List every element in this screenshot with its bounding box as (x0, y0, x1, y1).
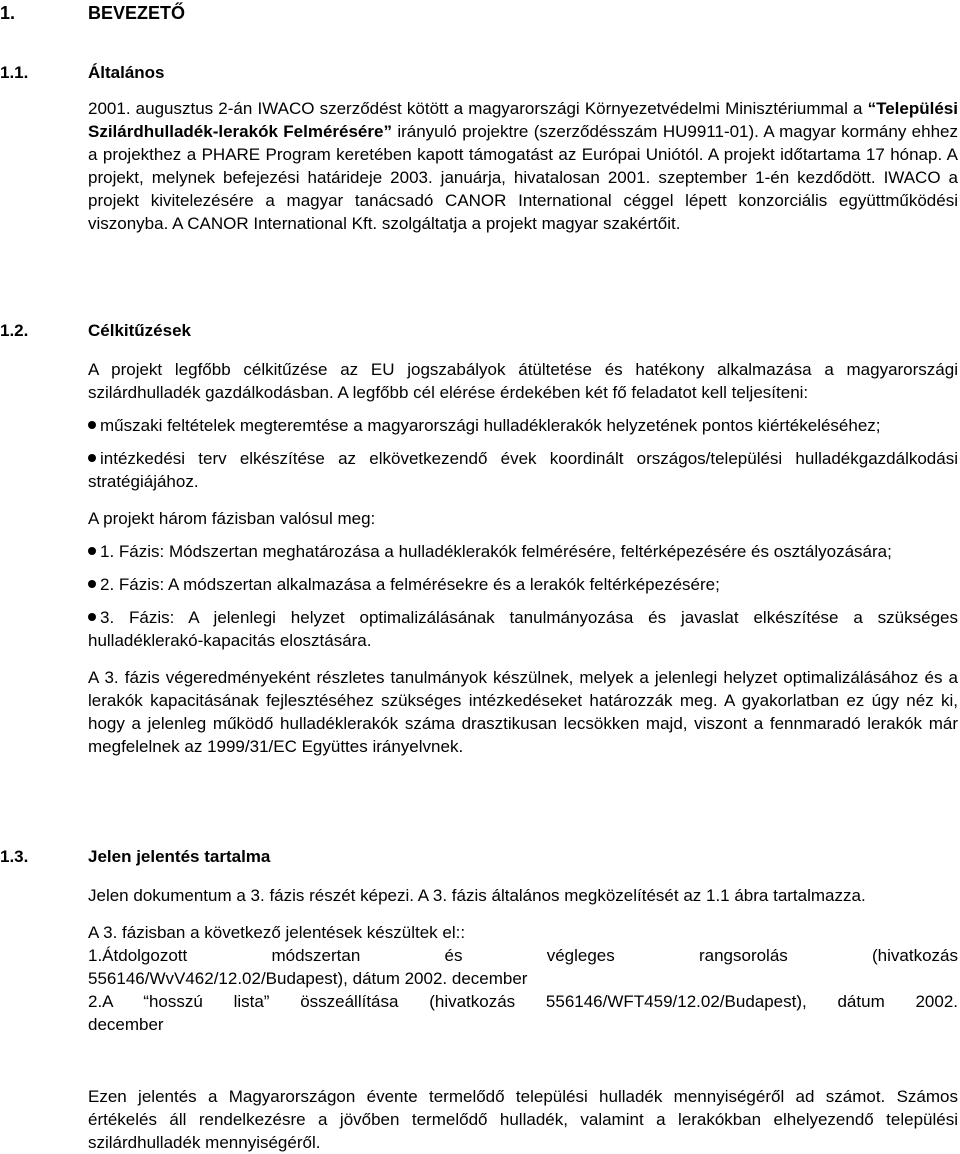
list-item-text: intézkedési terv elkészítése az elkövetkezendő évek koordinált országos/települési hulladékgazdálkodási stratégiájához. (88, 449, 958, 491)
bullet-icon (88, 454, 96, 462)
list-item (88, 606, 958, 652)
section-number: 1. (0, 3, 16, 23)
bullet-icon (88, 613, 96, 621)
project-title: “Települési Szilárdhulladék-lerakók Felmérésére” (88, 99, 958, 141)
section-1-2-body (88, 358, 958, 758)
report-item-line: 556146/WvV462/12.02/Budapest), dátum 2002. december (88, 969, 528, 988)
list-item-text: 1. Fázis: Módszertan meghatározása a hulladéklerakók felmérésére, feltérképezésére és osztályozására; (100, 542, 892, 561)
section-title: BEVEZETŐ (88, 3, 186, 23)
paragraph: A projekt legfőbb célkitűzése az EU jogszabályok átültetése és hatékony alkalmazása a magyarországi szilárdhulladék gazdálkodásban. A legfőbb cél elérése érdekében két fő feladatot kell teljesíteni: (88, 360, 958, 402)
section-number: 1.1. (0, 63, 29, 82)
list-item-text: műszaki feltételek megteremtése a magyarországi hulladéklerakók helyzetének pontos kiértékeléséhez; (100, 416, 881, 435)
paragraph: Ezen jelentés a Magyarországon évente termelődő települési hulladék mennyiségéről ad számot. Számos értékelés áll rendelkezésre a jövőben termelődő hulladék, valamint a lerakókban elhelyezendő települési szilárdhulladék mennyiségéről. (88, 1087, 958, 1152)
section-1-3-closing (88, 1085, 958, 1154)
section-1-1-body (88, 97, 958, 235)
bullet-icon (88, 421, 96, 429)
bullet-icon (88, 547, 96, 555)
paragraph (88, 97, 958, 235)
report-item-line: 1.Átdolgozott módszertan és végleges rangsorolás (hivatkozás (88, 946, 958, 965)
list-item (88, 414, 958, 437)
paragraph: A 3. fázisban a következő jelentések készültek el:: (88, 923, 466, 942)
list-item-text: 3. Fázis: A jelenlegi helyzet optimalizálásának tanulmányozása és javaslat elkészítése a szükséges hulladéklerakó-kapacitás elosztására. (88, 608, 958, 650)
list-item (88, 573, 958, 596)
paragraph-text: 2001. augusztus 2-án IWACO szerződést kötött a magyarországi Környezetvédelmi Minisztériummal a (88, 99, 868, 118)
section-title: Célkitűzések (88, 321, 191, 340)
paragraph-text: irányuló projektre (szerződésszám HU9911-01). A magyar kormány ehhez a projekthez a PHARE Program keretében kapott támogatást az Európai Uniótól. A projekt időtartama 17 hónap. A projekt, melynek befejezési határideje 2003. januárja, hivatalosan 2001. szeptember 1-én kezdődött. IWACO a projekt kivitelezésére a magyar tanácsadó CANOR International céggel lépett konzorciális együttműködési viszonyba. A CANOR International Kft. szolgáltatja a projekt magyar szakértőit. (88, 122, 958, 233)
list-item (88, 540, 958, 563)
section-title: Jelen jelentés tartalma (88, 847, 271, 866)
section-number: 1.2. (0, 321, 29, 340)
report-item-line: 2.A “hosszú lista” összeállítása (hivatkozás 556146/WFT459/12.02/Budapest), dátum 2002. (88, 992, 958, 1011)
section-title: Általános (88, 63, 165, 82)
paragraph: A 3. fázis végeredményeként részletes tanulmányok készülnek, melyek a jelenlegi helyzet optimalizálásához és a lerakók kapacitásának fejlesztéséhez szükséges intézkedéseket határozzák meg. A gyakorlatban ez úgy néz ki, hogy a jelenleg működő hulladéklerakók száma drasztikusan lecsökken majd, viszont a fennmaradó lerakók már megfelelnek az 1999/31/EC Együttes irányelvnek. (88, 668, 958, 756)
paragraph: Jelen dokumentum a 3. fázis részét képezi. A 3. fázis általános megközelítését az 1.1 ábra tartalmazza. (88, 886, 866, 905)
report-item-line: december (88, 1015, 164, 1034)
list-item (88, 447, 958, 493)
section-number: 1.3. (0, 847, 29, 866)
bullet-icon (88, 580, 96, 588)
section-1-3-body (88, 884, 958, 1036)
list-item-text: 2. Fázis: A módszertan alkalmazása a felmérésekre és a lerakók feltérképezésére; (100, 575, 720, 594)
paragraph: A projekt három fázisban valósul meg: (88, 509, 376, 528)
